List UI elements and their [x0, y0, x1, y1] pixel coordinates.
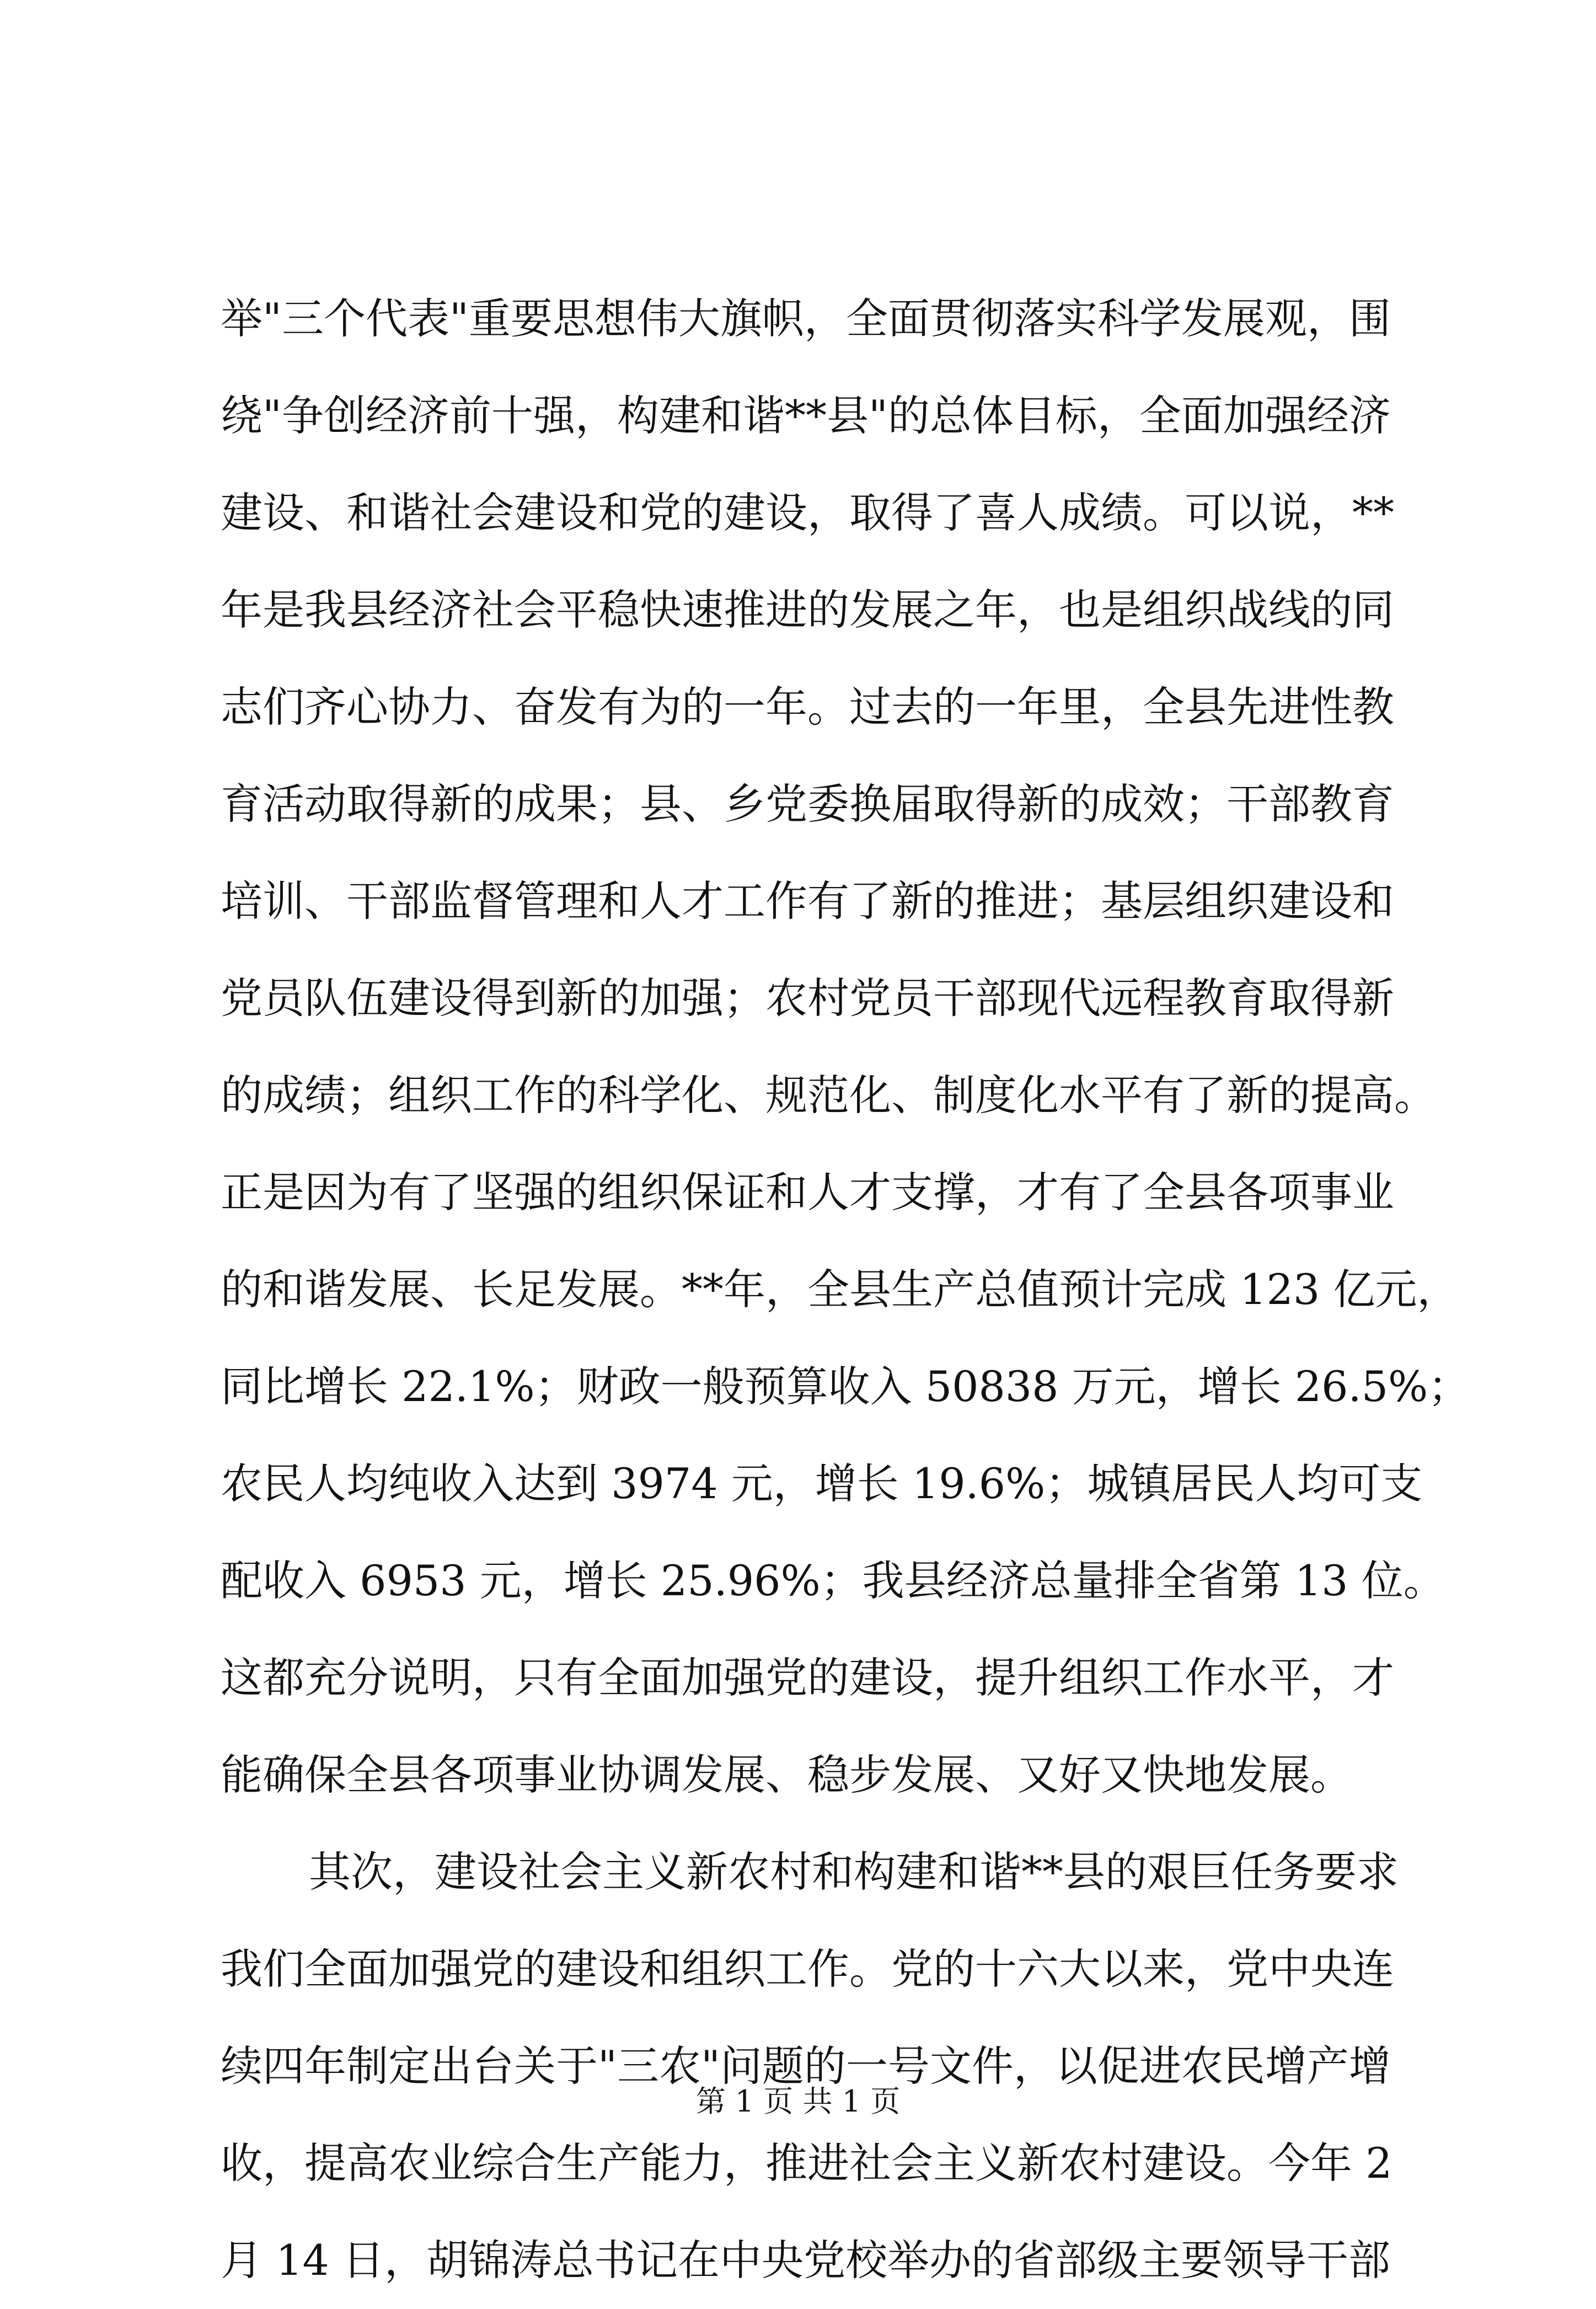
text-line: 其次，建设社会主义新农村和构建和谐**县的艰巨任务要求 [309, 1847, 1399, 1896]
text-line: 能确保全县各项事业协调发展、稳步发展、又好又快地发展。 [221, 1750, 1352, 1799]
text-line: 举"三个代表"重要思想伟大旗帜，全面贯彻落实科学发展观，围 [221, 294, 1391, 343]
text-line: 培训、干部监督管理和人才工作有了新的推进；基层组织建设和 [221, 876, 1394, 926]
text-line: 同比增长 22.1%；财政一般预算收入 50838 万元，增长 26.5%； [221, 1362, 1470, 1411]
text-line: 育活动取得新的成果；县、乡党委换届取得新的成效；干部教育 [221, 779, 1394, 829]
text-line: 收，提高农业综合生产能力，推进社会主义新农村建设。今年 2 [221, 2139, 1393, 2188]
text-line: 的和谐发展、长足发展。**年，全县生产总值预计完成 123 亿元， [221, 1265, 1459, 1314]
body-text [221, 270, 1470, 2309]
text-line: 我们全面加强党的建设和组织工作。党的十六大以来，党中央连 [221, 1944, 1394, 1993]
text-line: 绕"争创经济前十强，构建和谐**县"的总体目标，全面加强经济 [221, 391, 1391, 440]
page-number-footer: 第 1 页 共 1 页 [695, 2084, 901, 2119]
text-line: 党员队伍建设得到新的加强；农村党员干部现代远程教育取得新 [221, 974, 1394, 1023]
text-line: 续四年制定出台关于"三农"问题的一号文件，以促进农民增产增 [221, 2041, 1391, 2091]
text-line: 志们齐心协力、奋发有为的一年。过去的一年里，全县先进性教 [221, 682, 1394, 731]
text-line: 月 14 日，胡锦涛总书记在中央党校举办的省部级主要领导干部 [221, 2236, 1391, 2285]
text-line: 建设、和谐社会建设和党的建设，取得了喜人成绩。可以说，** [221, 488, 1394, 537]
text-line: 的成绩；组织工作的科学化、规范化、制度化水平有了新的提高。 [221, 1071, 1436, 1120]
text-line: 这都充分说明，只有全面加强党的建设，提升组织工作水平，才 [221, 1653, 1394, 1702]
text-line: 农民人均纯收入达到 3974 元，增长 19.6%；城镇居民人均可支 [221, 1459, 1423, 1508]
text-line: 配收入 6953 元，增长 25.96%；我县经济总量排全省第 13 位。 [221, 1556, 1445, 1605]
text-line: 正是因为有了坚强的组织保证和人才支撑，才有了全县各项事业 [221, 1168, 1394, 1217]
text-line: 年是我县经济社会平稳快速推进的发展之年，也是组织战线的同 [221, 585, 1394, 634]
